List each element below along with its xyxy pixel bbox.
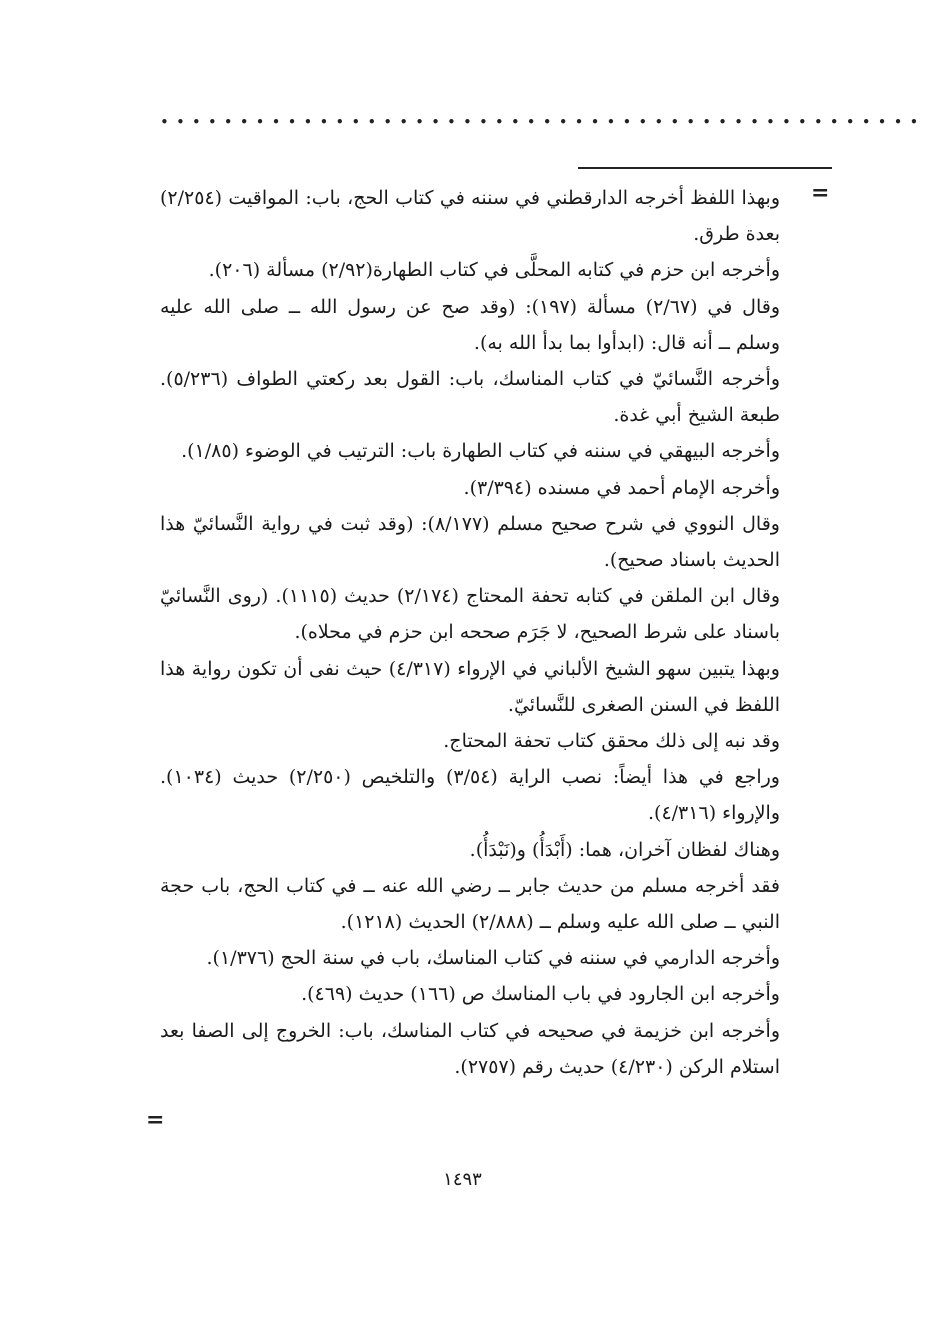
footnote-paragraph: وقال النووي في شرح صحيح مسلم (٨/١٧٧): (وقد ثبت في رواية النَّسائيّ هذا الحديث باسناد صحيح). — [160, 512, 780, 572]
footnote-paragraph: وأخرجه الدارمي في سننه في كتاب المناسك، باب في سنة الحج (١/٣٧٦). — [206, 947, 780, 970]
footnote-paragraph: وبهذا يتبين سهو الشيخ الألباني في الإرواء (٤/٣١٧) حيث نفى أن تكون رواية هذا اللفظ في السنن الصغرى للنَّسائيّ. — [160, 657, 780, 716]
footnote-paragraph: وقال في (٢/٦٧) مسألة (١٩٧): (وقد صح عن رسول الله ــ صلى الله عليه وسلم ــ أنه قال: (ابدأوا بما بدأ الله به). — [160, 295, 781, 354]
footnote-paragraph: وأخرجه النَّسائيّ في كتاب المناسك، باب: القول بعد ركعتي الطواف (٥/٢٣٦). طبعة الشيخ أبي غدة. — [160, 368, 780, 427]
footnote-paragraph: فقد أخرجه مسلم من حديث جابر ــ رضي الله عنه ــ في كتاب الحج، باب حجة النبي ــ صلى الله عليه وسلم ــ (٢/٨٨٨) الحديث (١٢١٨). — [160, 874, 780, 934]
footnote-text — [160, 180, 780, 1085]
footnote-paragraph: وأخرجه ابن حزم في كتابه المحلَّى في كتاب الطهارة(٢/٩٢) مسألة (٢٠٦). — [208, 259, 780, 282]
page-number: ١٤٩٣ — [443, 1169, 482, 1190]
continuation-mark-bottom: = — [146, 1107, 165, 1133]
continuation-mark-top: = — [811, 180, 830, 206]
footnote-paragraph: وأخرجه ابن الجارود في باب المناسك ص (١٦٦) حديث (٤٦٩). — [301, 983, 780, 1006]
footnote-paragraph: وهناك لفظان آخران، هما: (أَبْدَأُ) و(نَبْدَأُ). — [469, 838, 780, 861]
footnote-paragraph: وأخرجه ابن خزيمة في صحيحه في كتاب المناسك، باب: الخروج إلى الصفا بعد استلام الركن (٤/٢٣٠) حديث رقم (٢٧٥٧). — [160, 1019, 780, 1078]
footnote-paragraph: وبهذا اللفظ أخرجه الدارقطني في سننه في كتاب الحج، باب: المواقيت (٢/٢٥٤) بعدة طرق. — [160, 187, 780, 246]
footnote-paragraph: وأخرجه البيهقي في سننه في كتاب الطهارة باب: الترتيب في الوضوء (١/٨٥). — [181, 440, 780, 463]
footnote-rule — [578, 167, 832, 169]
footnote-paragraph: وراجع في هذا أيضاً: نصب الراية (٣/٥٤) والتلخيص (٢/٢٥٠) حديث (١٠٣٤). والإرواء (٤/٣١٦). — [160, 766, 780, 825]
footnote-paragraph: وأخرجه الإمام أحمد في مسنده (٣/٣٩٤). — [463, 476, 780, 499]
footnote-paragraph: وقد نبه إلى ذلك محقق كتاب تحفة المحتاج. — [443, 730, 780, 753]
dotted-separator: •••••••••••••••••••••••••••••••••••••••••••••••• — [160, 113, 926, 131]
footnote-paragraph: وقال ابن الملقن في كتابه تحفة المحتاج (٢/١٧٤) حديث (١١١٥). (روى النَّسائيّ باسناد على شرط الصحيح، لا جَرَم صححه ابن حزم في محلاه). — [160, 585, 780, 644]
